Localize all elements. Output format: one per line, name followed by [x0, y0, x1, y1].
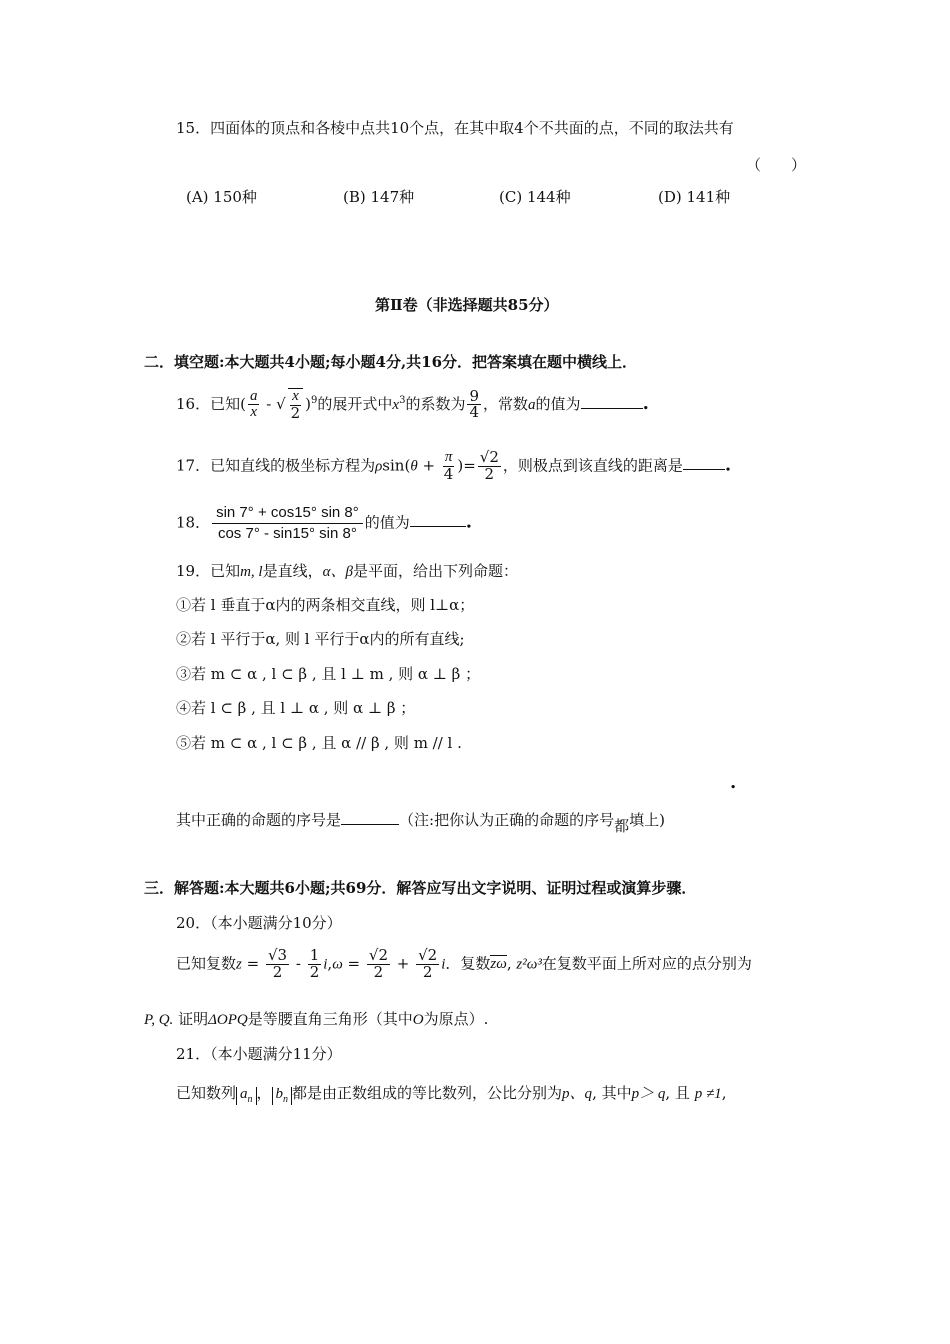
section3-heading: 三．解答题:本大题共6小题;共69分．解答应写出文字说明、证明过程或演算步骤． — [144, 879, 697, 897]
q17-answer-blank[interactable] — [683, 455, 725, 470]
q16-frac-9-4: $\frac{9}{4}$ — [469, 386, 480, 422]
q16-number: 16．已知( — [176, 394, 246, 413]
q19-item-4: ④若 l ⊂ β , 且 l ⊥ α , 则 α ⊥ β ； — [176, 699, 416, 717]
q16-frac-x-2: $\frac{x}{2}$ — [288, 388, 304, 422]
q19-item-1: ①若 l 垂直于α内的两条相交直线，则 l⊥α； — [176, 596, 475, 614]
q20-frac-sqrt3-2: $\frac{√3}{2}$ — [267, 946, 288, 981]
q16-frac-a-x: $\frac{a}{x}$ — [249, 387, 258, 421]
q19-item-3: ③若 m ⊂ α , l ⊂ β , 且 l ⊥ m , 则 α ⊥ β ； — [176, 665, 481, 683]
q15-option-c: (C) 144种 — [499, 188, 571, 206]
section2-heading: 二．填空题:本大题共4小题;每小题4分,共16分．把答案填在题中横线上． — [144, 353, 638, 371]
stray-dot: . — [730, 772, 737, 793]
q20-frac-1-2: $\frac{1}{2}$ — [309, 946, 320, 981]
q19-item-2: ②若 l 平行于α, 则 l 平行于α内的所有直线; — [176, 630, 465, 648]
q19-item-5: ⑤若 m ⊂ α , l ⊂ β , 且 α // β , 则 m // l . — [176, 734, 462, 752]
q19-answer: 其中正确的命题的序号是 （注:把你认为正确的命题的序号都填上) — [176, 811, 665, 835]
part2-title: 第Ⅱ卷（非选择题共85分） — [375, 296, 559, 314]
sqrt-icon: √ — [276, 394, 286, 413]
q16-answer-blank[interactable] — [581, 394, 643, 409]
q18: 18． $\frac{\sin 7^\circ + \cos 15^\circ \sin 8^\circ}{\cos 7^\circ - \sin 15^\circ \sin 8^\circ}$ 的值为 . — [176, 504, 473, 542]
q15-stem: 15．四面体的顶点和各棱中点共10个点，在其中取4个不共面的点，不同的取法共有 — [176, 119, 734, 137]
q20-header: 20．（本小题满分10分） — [176, 914, 342, 932]
q17: 17．已知直线的极坐标方程为ρsin(θ + $\frac{\pi}{4}$ )= $\frac{√2}{2}$ ，则极点到该直线的距离是 . — [176, 448, 732, 483]
q18-trig-fraction: $\frac{\sin 7^\circ + \cos 15^\circ \sin 8^\circ}{\cos 7^\circ - \sin 15^\circ \sin 8^\circ}$ — [212, 505, 363, 542]
q20-line1: 已知复数z = $\frac{√3}{2}$ - $\frac{1}{2}$ i,ω = $\frac{√2}{2}$ + $\frac{√2}{2}$ i．复数zω, z²ω³在复数平面上所对应的点分别为 — [176, 946, 752, 981]
q15-option-b: (B) 147种 — [343, 188, 415, 206]
sequence-a: $a_n$ — [236, 1087, 257, 1105]
sequence-b: $b_n$ — [272, 1087, 293, 1105]
q17-frac-pi-4: $\frac{\pi}{4}$ — [443, 449, 454, 483]
q15-option-d: (D) 141种 — [658, 188, 731, 206]
q20-frac-sqrt2-2b: $\frac{√2}{2}$ — [418, 946, 438, 981]
q21-header: 21．（本小题满分11分） — [176, 1045, 342, 1063]
q20-frac-sqrt2-2a: $\frac{√2}{2}$ — [368, 946, 388, 981]
q15-answer-paren: （ ） — [746, 156, 807, 174]
q19-answer-blank[interactable] — [341, 810, 399, 825]
q17-frac-sqrt2-2: $\frac{√2}{2}$ — [479, 448, 499, 483]
q18-answer-blank[interactable] — [410, 512, 466, 527]
q20-line2: P, Q. 证明ΔOPQ是等腰直角三角形（其中O为原点）. — [144, 1010, 489, 1028]
q16: 16．已知( $\frac{a}{x}$ - √ $\frac{x}{2}$ )$^9$的展开式中$x^3$的系数为 $\frac{9}{4}$ ，常数a的值为 . — [176, 386, 649, 422]
q15-option-a: (A) 150种 — [186, 188, 257, 206]
q21-line1: 已知数列 $a_n$ ， $b_n$ 都是由正数组成的等比数列，公比分别为p、q, 其中p＞ q, 且 p ≠1, — [176, 1084, 727, 1105]
q19-stem: 19．已知m, l是直线，α、β是平面，给出下列命题： — [176, 562, 518, 580]
